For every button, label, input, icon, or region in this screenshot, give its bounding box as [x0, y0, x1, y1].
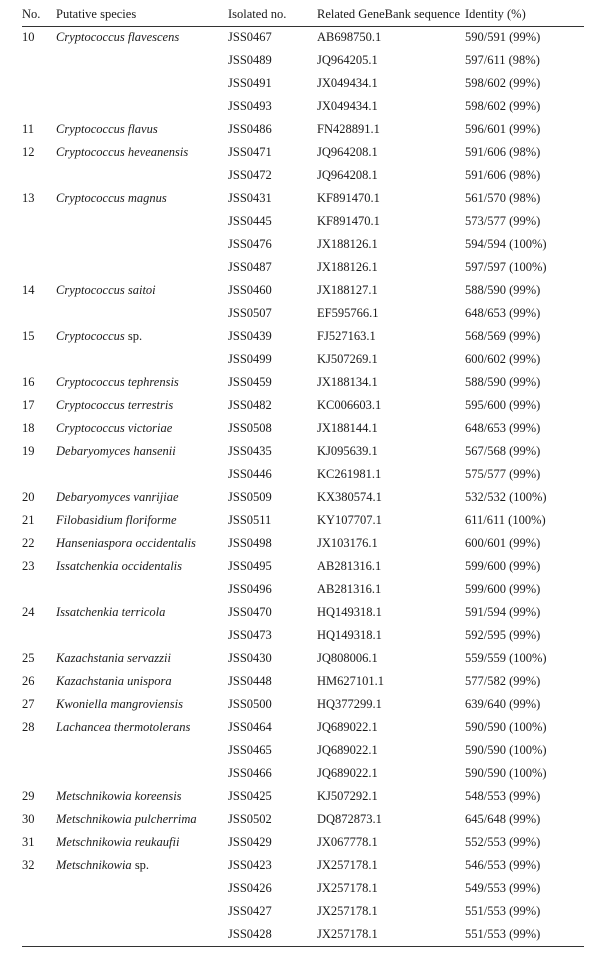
- identity-value: 639/640 (99%): [465, 697, 541, 711]
- related-sequence: JX103176.1: [317, 536, 378, 550]
- species-number: 17: [22, 398, 35, 412]
- table-row: [22, 210, 584, 233]
- related-sequence: AB281316.1: [317, 559, 382, 573]
- identity-value: 591/606 (98%): [465, 145, 541, 159]
- putative-species: [56, 486, 228, 509]
- identity-value: 591/606 (98%): [465, 168, 541, 182]
- species-name: Cryptococcus: [56, 329, 125, 343]
- identity-value: 611/611 (100%): [465, 513, 546, 527]
- putative-species: [56, 555, 228, 578]
- header-row: [22, 4, 584, 26]
- species-name: Debaryomyces hansenii: [56, 444, 176, 458]
- related-sequence: JX188127.1: [317, 283, 378, 297]
- species-number: [22, 49, 56, 72]
- species-identification-table: [22, 4, 584, 947]
- isolate-number: JSS0426: [228, 881, 272, 895]
- identity-value: 600/601 (99%): [465, 536, 541, 550]
- identity-value: 577/582 (99%): [465, 674, 541, 688]
- species-name: Cryptococcus terrestris: [56, 398, 174, 412]
- species-number: [22, 233, 56, 256]
- species-name: Lachancea thermotolerans: [56, 720, 191, 734]
- isolate-number: JSS0429: [228, 835, 272, 849]
- identity-value: 648/653 (99%): [465, 421, 541, 435]
- putative-species: [56, 302, 228, 325]
- related-sequence: FJ527163.1: [317, 329, 376, 343]
- table-row: [22, 923, 584, 946]
- table-row: [22, 394, 584, 417]
- table-row: [22, 118, 584, 141]
- isolate-number: JSS0472: [228, 168, 272, 182]
- putative-species: [56, 187, 228, 210]
- table-row: [22, 371, 584, 394]
- species-name: Cryptococcus flavus: [56, 122, 158, 136]
- related-sequence: KC006603.1: [317, 398, 382, 412]
- isolate-number: JSS0495: [228, 559, 272, 573]
- isolate-number: JSS0476: [228, 237, 272, 251]
- isolate-number: JSS0431: [228, 191, 272, 205]
- isolate-number: JSS0502: [228, 812, 272, 826]
- isolate-number: JSS0466: [228, 766, 272, 780]
- table-row: [22, 900, 584, 923]
- header-identity: Identity (%): [465, 4, 584, 26]
- species-number: 11: [22, 122, 35, 136]
- putative-species: [56, 417, 228, 440]
- species-number: [22, 72, 56, 95]
- related-sequence: JQ964205.1: [317, 53, 378, 67]
- isolate-number: JSS0498: [228, 536, 272, 550]
- identity-value: 597/611 (98%): [465, 53, 540, 67]
- identity-value: 590/590 (100%): [465, 766, 547, 780]
- related-sequence: JX188144.1: [317, 421, 378, 435]
- putative-species: [56, 325, 228, 348]
- putative-species: [56, 739, 228, 762]
- species-number: 20: [22, 490, 35, 504]
- identity-value: 591/594 (99%): [465, 605, 541, 619]
- species-name: Kazachstania servazzii: [56, 651, 171, 665]
- header-no: No.: [22, 4, 56, 26]
- header-isolate: Isolated no.: [228, 4, 317, 26]
- table-row: [22, 785, 584, 808]
- table-row: [22, 417, 584, 440]
- species-number: 28: [22, 720, 35, 734]
- species-name: Cryptococcus heveanensis: [56, 145, 189, 159]
- species-name: Issatchenkia occidentalis: [56, 559, 183, 573]
- putative-species: [56, 210, 228, 233]
- table-row: [22, 854, 584, 877]
- identity-value: 596/601 (99%): [465, 122, 541, 136]
- identity-value: 567/568 (99%): [465, 444, 541, 458]
- related-sequence: KY107707.1: [317, 513, 382, 527]
- identity-value: 549/553 (99%): [465, 881, 541, 895]
- table-row: [22, 555, 584, 578]
- putative-species: [56, 601, 228, 624]
- species-suffix: sp.: [124, 329, 143, 343]
- species-name: Cryptococcus saitoi: [56, 283, 156, 297]
- putative-species: [56, 141, 228, 164]
- table-row: [22, 739, 584, 762]
- related-sequence: JQ964208.1: [317, 168, 378, 182]
- table-row: [22, 670, 584, 693]
- related-sequence: EF595766.1: [317, 306, 379, 320]
- species-number: 12: [22, 145, 35, 159]
- species-number: 24: [22, 605, 35, 619]
- related-sequence: JX188134.1: [317, 375, 378, 389]
- related-sequence: AB698750.1: [317, 30, 382, 45]
- identity-value: 568/569 (99%): [465, 329, 541, 343]
- related-sequence: JX257178.1: [317, 923, 465, 946]
- putative-species: [56, 785, 228, 808]
- putative-species: [56, 716, 228, 739]
- putative-species: [56, 693, 228, 716]
- putative-species: [56, 877, 228, 900]
- table-row: [22, 279, 584, 302]
- header-species: Putative species: [56, 4, 228, 26]
- related-sequence: KC261981.1: [317, 467, 382, 481]
- putative-species: [56, 49, 228, 72]
- putative-species: [56, 509, 228, 532]
- table-row: [22, 486, 584, 509]
- table-row: [22, 877, 584, 900]
- isolate-number: JSS0511: [228, 513, 272, 527]
- related-sequence: JX049434.1: [317, 76, 378, 90]
- putative-species: [56, 72, 228, 95]
- related-sequence: JX257178.1: [317, 904, 378, 918]
- identity-value: 594/594 (100%): [465, 237, 547, 251]
- species-name: Metschnikowia reukaufii: [56, 835, 180, 849]
- table-row: [22, 348, 584, 371]
- table-row: [22, 164, 584, 187]
- related-sequence: DQ872873.1: [317, 812, 382, 826]
- identity-value: 575/577 (99%): [465, 467, 541, 481]
- species-number: [22, 900, 56, 923]
- identity-value: 595/600 (99%): [465, 398, 541, 412]
- table-row: [22, 440, 584, 463]
- species-number: [22, 210, 56, 233]
- species-number: 16: [22, 375, 35, 389]
- table-row: [22, 187, 584, 210]
- identity-value: 590/590 (100%): [465, 743, 547, 757]
- isolate-number: JSS0446: [228, 467, 272, 481]
- species-number: [22, 302, 56, 325]
- related-sequence: KJ095639.1: [317, 444, 378, 458]
- species-number: 27: [22, 697, 35, 711]
- related-sequence: HQ149318.1: [317, 628, 382, 642]
- table-row: [22, 26, 584, 49]
- identity-value: 546/553 (99%): [465, 858, 541, 872]
- isolate-number: JSS0489: [228, 53, 272, 67]
- isolate-number: JSS0435: [228, 444, 272, 458]
- table-row: [22, 601, 584, 624]
- putative-species: [56, 923, 228, 946]
- isolate-number: JSS0471: [228, 145, 272, 159]
- putative-species: [56, 394, 228, 417]
- putative-species: [56, 854, 228, 877]
- species-number: [22, 877, 56, 900]
- table-row: [22, 72, 584, 95]
- identity-value: 648/653 (99%): [465, 306, 541, 320]
- isolate-number: JSS0486: [228, 122, 272, 136]
- species-number: 10: [22, 30, 35, 45]
- putative-species: [56, 808, 228, 831]
- identity-value: 592/595 (99%): [465, 628, 541, 642]
- species-number: [22, 256, 56, 279]
- related-sequence: JQ689022.1: [317, 766, 378, 780]
- table-row: [22, 647, 584, 670]
- related-sequence: JQ964208.1: [317, 145, 378, 159]
- species-name: Kazachstania unispora: [56, 674, 172, 688]
- related-sequence: HQ149318.1: [317, 605, 382, 619]
- isolate-number: JSS0425: [228, 789, 272, 803]
- isolate-number: JSS0428: [228, 923, 317, 946]
- species-number: 25: [22, 651, 35, 665]
- putative-species: [56, 164, 228, 187]
- species-name: Cryptococcus victoriae: [56, 421, 173, 435]
- related-sequence: JQ808006.1: [317, 651, 378, 665]
- putative-species: [56, 348, 228, 371]
- species-number: 31: [22, 835, 35, 849]
- table-row: [22, 624, 584, 647]
- isolate-number: JSS0423: [228, 858, 272, 872]
- isolate-number: JSS0509: [228, 490, 272, 504]
- species-name: Filobasidium floriforme: [56, 513, 177, 527]
- table-row: [22, 509, 584, 532]
- putative-species: [56, 578, 228, 601]
- identity-value: 573/577 (99%): [465, 214, 541, 228]
- related-sequence: KJ507292.1: [317, 789, 378, 803]
- related-sequence: HM627101.1: [317, 674, 385, 688]
- species-number: 19: [22, 444, 35, 458]
- related-sequence: JX188126.1: [317, 237, 378, 251]
- species-number: 18: [22, 421, 35, 435]
- isolate-number: JSS0491: [228, 76, 272, 90]
- identity-value: 551/553 (99%): [465, 923, 584, 946]
- related-sequence: JQ689022.1: [317, 720, 378, 734]
- species-name: Hanseniaspora occidentalis: [56, 536, 196, 550]
- isolate-number: JSS0470: [228, 605, 272, 619]
- table-row: [22, 256, 584, 279]
- putative-species: [56, 279, 228, 302]
- table-row: [22, 808, 584, 831]
- table-row: [22, 762, 584, 785]
- identity-value: 645/648 (99%): [465, 812, 541, 826]
- putative-species: [56, 233, 228, 256]
- identity-value: 548/553 (99%): [465, 789, 541, 803]
- putative-species: [56, 95, 228, 118]
- identity-value: 599/600 (99%): [465, 559, 541, 573]
- species-name: Metschnikowia: [56, 858, 132, 872]
- species-name: Cryptococcus flavescens: [56, 30, 180, 45]
- identity-value: 588/590 (99%): [465, 375, 541, 389]
- identity-value: 590/591 (99%): [465, 30, 541, 45]
- putative-species: [56, 118, 228, 141]
- isolate-number: JSS0430: [228, 651, 272, 665]
- table-row: [22, 578, 584, 601]
- putative-species: [56, 624, 228, 647]
- table-row: [22, 463, 584, 486]
- isolate-number: JSS0445: [228, 214, 272, 228]
- table-row: [22, 302, 584, 325]
- isolate-number: JSS0496: [228, 582, 272, 596]
- identity-value: 590/590 (100%): [465, 720, 547, 734]
- species-number: [22, 95, 56, 118]
- identity-value: 598/602 (99%): [465, 76, 541, 90]
- isolate-number: JSS0482: [228, 398, 272, 412]
- related-sequence: HQ377299.1: [317, 697, 382, 711]
- isolate-number: JSS0427: [228, 904, 272, 918]
- species-name: Issatchenkia terricola: [56, 605, 166, 619]
- isolate-number: JSS0487: [228, 260, 272, 274]
- related-sequence: JQ689022.1: [317, 743, 378, 757]
- isolate-number: JSS0467: [228, 30, 272, 45]
- putative-species: [56, 762, 228, 785]
- table-row: [22, 141, 584, 164]
- species-name: Cryptococcus magnus: [56, 191, 167, 205]
- species-suffix: sp.: [131, 858, 150, 872]
- identity-value: 532/532 (100%): [465, 490, 547, 504]
- table-row: [22, 49, 584, 72]
- isolate-number: JSS0493: [228, 99, 272, 113]
- isolate-number: JSS0460: [228, 283, 272, 297]
- species-number: [22, 624, 56, 647]
- identity-value: 561/570 (98%): [465, 191, 541, 205]
- species-number: [22, 578, 56, 601]
- species-number: [22, 739, 56, 762]
- related-sequence: KJ507269.1: [317, 352, 378, 366]
- species-number: 29: [22, 789, 35, 803]
- species-name: Debaryomyces vanrijiae: [56, 490, 179, 504]
- related-sequence: KF891470.1: [317, 214, 380, 228]
- isolate-number: JSS0439: [228, 329, 272, 343]
- putative-species: [56, 463, 228, 486]
- related-sequence: JX188126.1: [317, 260, 378, 274]
- putative-species: [56, 440, 228, 463]
- putative-species: [56, 371, 228, 394]
- putative-species: [56, 647, 228, 670]
- isolate-number: JSS0459: [228, 375, 272, 389]
- table-header: [22, 4, 584, 26]
- identity-value: 552/553 (99%): [465, 835, 541, 849]
- species-number: 21: [22, 513, 35, 527]
- isolate-number: JSS0448: [228, 674, 272, 688]
- table-row: [22, 325, 584, 348]
- related-sequence: KF891470.1: [317, 191, 380, 205]
- species-number: 30: [22, 812, 35, 826]
- species-number: 13: [22, 191, 35, 205]
- species-name: Cryptococcus tephrensis: [56, 375, 179, 389]
- related-sequence: KX380574.1: [317, 490, 382, 504]
- identity-value: 559/559 (100%): [465, 651, 547, 665]
- species-name: Metschnikowia pulcherrima: [56, 812, 197, 826]
- isolate-number: JSS0508: [228, 421, 272, 435]
- related-sequence: JX257178.1: [317, 858, 378, 872]
- header-related-sequence: Related GeneBank sequence: [317, 4, 465, 26]
- putative-species: [56, 256, 228, 279]
- putative-species: [56, 26, 228, 49]
- related-sequence: FN428891.1: [317, 122, 380, 136]
- species-number: [22, 923, 56, 946]
- identity-value: 551/553 (99%): [465, 904, 541, 918]
- identity-value: 597/597 (100%): [465, 260, 547, 274]
- identity-value: 600/602 (99%): [465, 352, 541, 366]
- related-sequence: JX257178.1: [317, 881, 378, 895]
- related-sequence: AB281316.1: [317, 582, 382, 596]
- table-row: [22, 693, 584, 716]
- putative-species: [56, 831, 228, 854]
- isolate-number: JSS0507: [228, 306, 272, 320]
- species-number: [22, 348, 56, 371]
- table-row: [22, 233, 584, 256]
- table-row: [22, 831, 584, 854]
- species-number: 23: [22, 559, 35, 573]
- identity-value: 599/600 (99%): [465, 582, 541, 596]
- species-number: [22, 164, 56, 187]
- species-number: 14: [22, 283, 35, 297]
- species-name: Metschnikowia koreensis: [56, 789, 182, 803]
- related-sequence: JX049434.1: [317, 99, 378, 113]
- identity-value: 598/602 (99%): [465, 99, 541, 113]
- table-row: [22, 95, 584, 118]
- species-number: 32: [22, 858, 35, 872]
- putative-species: [56, 900, 228, 923]
- table-row: [22, 532, 584, 555]
- putative-species: [56, 670, 228, 693]
- species-name: Kwoniella mangroviensis: [56, 697, 183, 711]
- related-sequence: JX067778.1: [317, 835, 378, 849]
- isolate-number: JSS0499: [228, 352, 272, 366]
- isolate-number: JSS0464: [228, 720, 272, 734]
- table-row: [22, 716, 584, 739]
- putative-species: [56, 532, 228, 555]
- species-number: 22: [22, 536, 35, 550]
- identity-value: 588/590 (99%): [465, 283, 541, 297]
- species-number: 15: [22, 329, 35, 343]
- isolate-number: JSS0465: [228, 743, 272, 757]
- species-number: [22, 762, 56, 785]
- table-body: [22, 26, 584, 946]
- isolate-number: JSS0473: [228, 628, 272, 642]
- species-number: 26: [22, 674, 35, 688]
- species-number: [22, 463, 56, 486]
- isolate-number: JSS0500: [228, 697, 272, 711]
